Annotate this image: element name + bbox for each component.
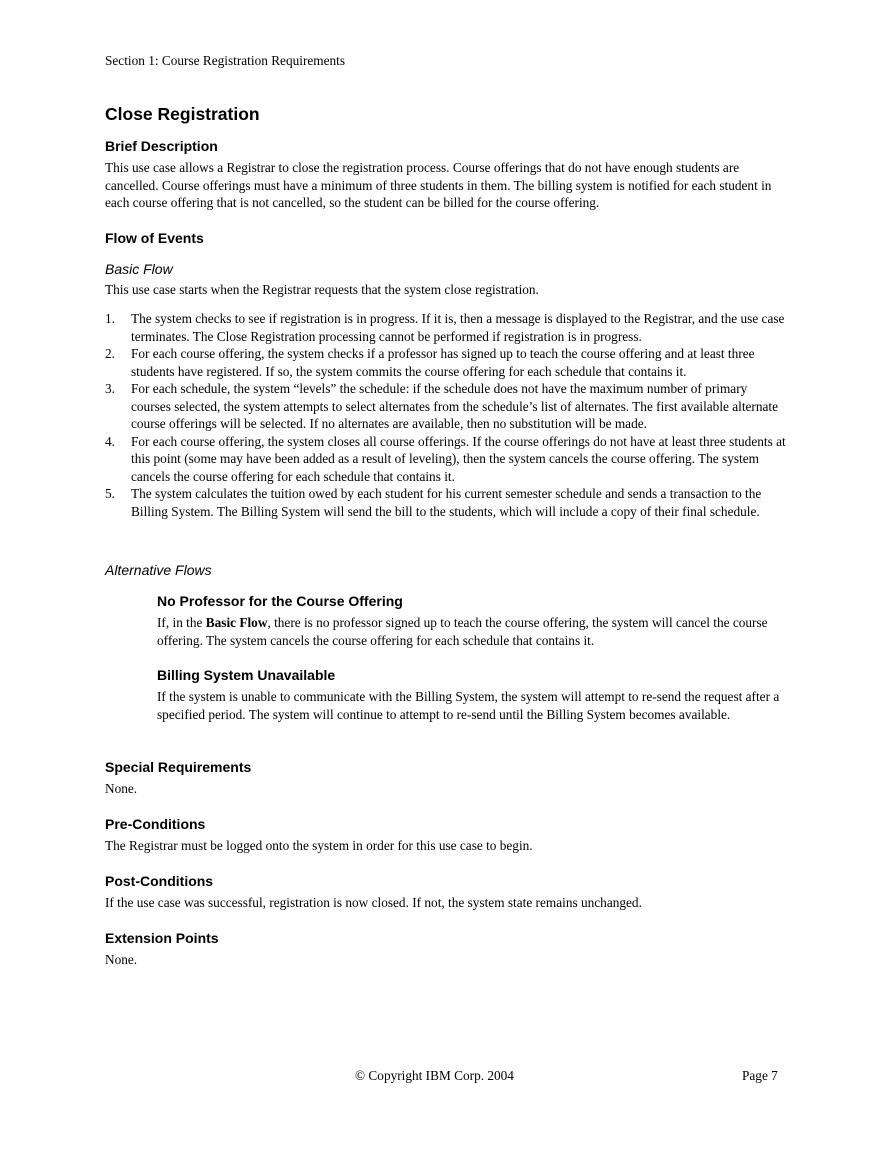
basic-flow-reference: Basic Flow <box>205 615 268 630</box>
list-item <box>105 310 788 345</box>
page-number: Page 7 <box>742 1068 778 1083</box>
list-item <box>105 345 788 380</box>
step-text: For each course offering, the system closes all course offerings. If the course offerings do not have at least three students at this point (some may have been added as a result of leveling), then the system cancels the course offering. The system cancels the course offering for each schedule that contains it. <box>131 433 786 484</box>
step-text: For each schedule, the system “levels” the schedule: if the schedule does not have the maximum number of primary courses selected, the system attempts to select alternates from the schedule’s list of alternates. The first available alternate course offerings will be selected. If no alternates are available, then no substitution will be made. <box>131 381 779 431</box>
alt-flow-billing-heading: Billing System Unavailable <box>157 667 336 683</box>
brief-description-heading: Brief Description <box>105 138 218 154</box>
step-number: 1. <box>105 311 115 326</box>
step-text: The system calculates the tuition owed by each student for his current semester schedule and sends a transaction to the Billing System. The Billing System will send the bill to the students, which will include a copy of their final schedule. <box>131 486 762 519</box>
flow-of-events-heading: Flow of Events <box>105 230 204 246</box>
extension-points-heading: Extension Points <box>105 930 219 946</box>
basic-flow-intro: This use case starts when the Registrar requests that the system close registration. <box>105 282 539 297</box>
post-conditions-section <box>105 873 788 912</box>
alt-flow-text-post: , there is no professor signed up to teach the course offering, the system will cancel the course offering. The system cancels the course offering for each schedule that contains it. <box>157 615 768 648</box>
post-conditions-text: If the use case was successful, registration is now closed. If not, the system state remains unchanged. <box>105 895 642 910</box>
footer-copyright: © Copyright IBM Corp. 2004 <box>355 1068 514 1083</box>
page-header: Section 1: Course Registration Requirements <box>105 53 346 68</box>
list-item <box>105 485 788 520</box>
pre-conditions-section <box>105 816 788 855</box>
alt-flow-billing-text: If the system is unable to communicate with the Billing System, the system will attempt to re-send the request after a specified period. The system will continue to attempt to re-send until the Billing System becomes available. <box>157 689 780 722</box>
basic-flow-heading: Basic Flow <box>105 261 173 277</box>
special-requirements-text: None. <box>105 781 138 796</box>
alt-flow-no-professor-heading: No Professor for the Course Offering <box>157 593 403 609</box>
basic-flow-section <box>105 261 788 299</box>
pre-conditions-heading: Pre-Conditions <box>105 816 206 832</box>
step-number: 3. <box>105 381 115 396</box>
alt-flow-no-professor-text <box>157 614 788 649</box>
alternative-flows-section <box>105 562 788 578</box>
special-requirements-heading: Special Requirements <box>105 759 252 775</box>
post-conditions-heading: Post-Conditions <box>105 873 214 889</box>
basic-flow-steps <box>105 310 788 520</box>
step-text: The system checks to see if registration is in progress. If it is, then a message is displayed to the Registrar, and the use case terminates. The Close Registration processing cannot be performed if registration is in progress. <box>131 311 785 344</box>
page-title: Close Registration <box>105 104 260 124</box>
list-item <box>105 380 788 433</box>
extension-points-section <box>105 930 788 969</box>
step-text: For each course offering, the system checks if a professor has signed up to teach the course offering and at least three students have registered. If so, the system commits the course offering for each schedule that contains it. <box>131 346 755 379</box>
step-number: 2. <box>105 346 115 361</box>
pre-conditions-text: The Registrar must be logged onto the system in order for this use case to begin. <box>105 838 533 853</box>
alternative-flows-heading: Alternative Flows <box>105 562 212 578</box>
brief-description-section <box>105 138 788 212</box>
special-requirements-section <box>105 759 788 798</box>
list-item <box>105 433 788 486</box>
alt-flow-billing-unavailable <box>157 667 788 723</box>
extension-points-text: None. <box>105 952 138 967</box>
flow-of-events-section <box>105 230 788 246</box>
step-number: 4. <box>105 433 115 449</box>
alt-flow-text-pre: If, in the <box>157 615 206 630</box>
alt-flow-no-professor <box>157 593 788 649</box>
brief-description-text: This use case allows a Registrar to close the registration process. Course offerings that do not have enough students are cancelled. Course offerings must have a minimum of three students in them. The billing system is notified for each student in each course offering that is not cancelled, so the student can be billed for the course offering. <box>105 160 772 210</box>
step-number: 5. <box>105 486 115 501</box>
